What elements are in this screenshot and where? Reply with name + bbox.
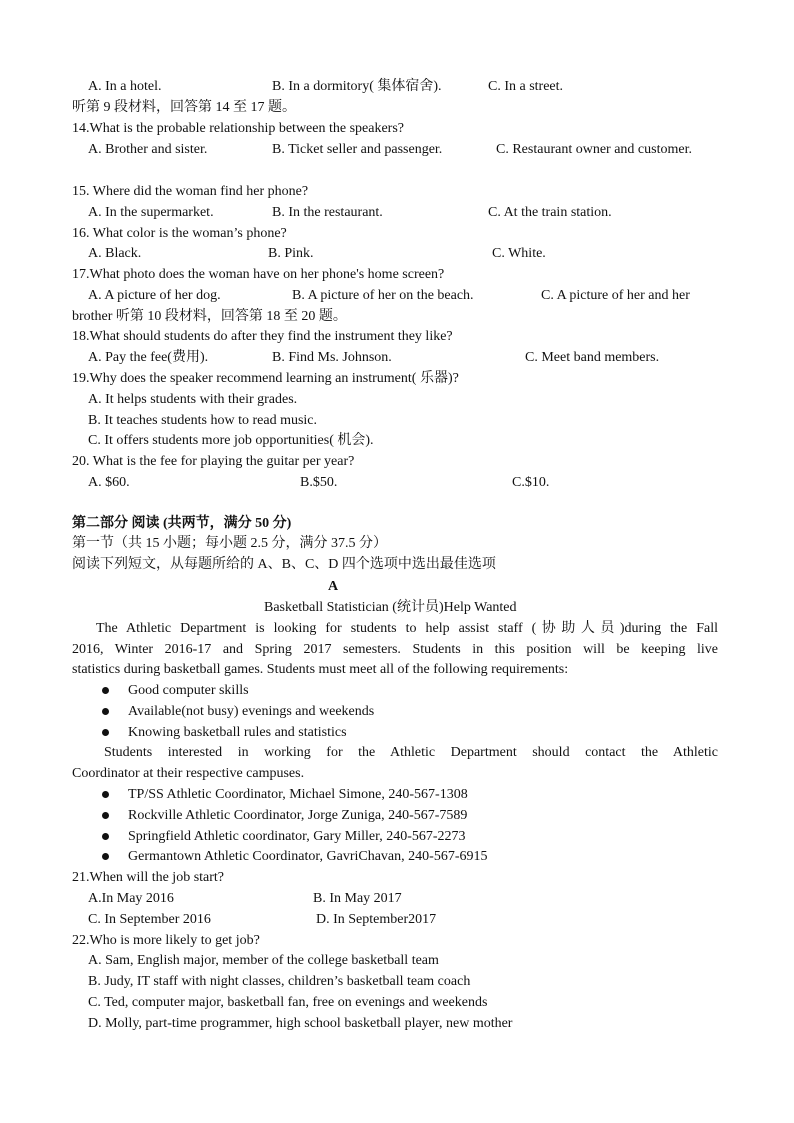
bullet-icon: [102, 791, 109, 798]
q19-option-c: C. It offers students more job opportunities( 机会).: [88, 433, 374, 448]
q21-question: 21.When will the job start?: [72, 870, 225, 885]
q14-option-c: C. Restaurant owner and customer.: [496, 142, 692, 157]
q20-question: 20. What is the fee for playing the guitar per year?: [72, 454, 355, 469]
bullet-icon: [102, 833, 109, 840]
bullet-icon: [102, 687, 109, 694]
paragraph1-line2: 2016, Winter 2016-17 and Spring 2017 semesters. Students in this position will be keeping live: [72, 642, 718, 657]
q15-option-a: A. In the supermarket.: [88, 205, 214, 220]
section1-heading: 第一节（共 15 小题；每小题 2.5 分，满分 37.5 分）: [72, 536, 387, 551]
q15-option-c: C. At the train station.: [488, 205, 612, 220]
bullet-icon: [102, 729, 109, 736]
q22-option-a: A. Sam, English major, member of the college basketball team: [88, 953, 439, 968]
q22-option-d: D. Molly, part-time programmer, high school basketball player, new mother: [88, 1016, 513, 1031]
q14-question: 14.What is the probable relationship between the speakers?: [72, 121, 404, 136]
contact-item: TP/SS Athletic Coordinator, Michael Simone, 240-567-1308: [128, 787, 468, 802]
q13-option-b: B. In a dormitory( 集体宿舍).: [272, 79, 442, 94]
bullet-icon: [102, 812, 109, 819]
requirement-item: Good computer skills: [128, 683, 249, 698]
q18-option-c: C. Meet band members.: [525, 350, 660, 365]
q16-option-c: C. White.: [492, 246, 546, 261]
q19-question: 19.Why does the speaker recommend learning an instrument( 乐器)?: [72, 371, 459, 386]
passage-letter: A: [328, 579, 339, 594]
q17-continuation: brother 听第 10 段材料，回答第 18 至 20 题。: [72, 309, 347, 324]
q22-option-b: B. Judy, IT staff with night classes, children’s basketball team coach: [88, 974, 471, 989]
q17-option-b: B. A picture of her on the beach.: [292, 288, 474, 303]
q15-option-b: B. In the restaurant.: [272, 205, 383, 220]
q21-option-c: C. In September 2016: [88, 912, 211, 927]
part2-heading: 第二部分 阅读 (共两节，满分 50 分): [72, 516, 292, 531]
q18-option-b: B. Find Ms. Johnson.: [272, 350, 392, 365]
q13-option-c: C. In a street.: [488, 79, 564, 94]
requirement-item: Available(not busy) evenings and weekends: [128, 704, 375, 719]
q16-question: 16. What color is the woman’s phone?: [72, 226, 287, 241]
contact-item: Germantown Athletic Coordinator, GavriChavan, 240-567-6915: [128, 849, 488, 864]
passage-title: Basketball Statistician (统计员)Help Wanted: [264, 600, 517, 615]
q15-question: 15. Where did the woman find her phone?: [72, 184, 309, 199]
q22-option-c: C. Ted, computer major, basketball fan, free on evenings and weekends: [88, 995, 488, 1010]
q21-option-d: D. In September2017: [316, 912, 437, 927]
bullet-icon: [102, 708, 109, 715]
q20-option-a: A. $60.: [88, 475, 130, 490]
q13-option-a: A. In a hotel.: [88, 79, 162, 94]
q18-question: 18.What should students do after they find the instrument they like?: [72, 329, 453, 344]
paragraph2-line2: Coordinator at their respective campuses.: [72, 766, 305, 781]
contact-item: Rockville Athletic Coordinator, Jorge Zuniga, 240-567-7589: [128, 808, 468, 823]
q22-question: 22.Who is more likely to get job?: [72, 933, 260, 948]
q17-option-a: A. A picture of her dog.: [88, 288, 221, 303]
q19-option-a: A. It helps students with their grades.: [88, 392, 298, 407]
section9-header: 听第 9 段材料，回答第 14 至 17 题。: [72, 100, 296, 115]
q18-option-a: A. Pay the fee(费用).: [88, 350, 209, 365]
q14-option-a: A. Brother and sister.: [88, 142, 208, 157]
paragraph1-line3: statistics during basketball games. Students must meet all of the following requirements:: [72, 662, 569, 677]
q16-option-b: B. Pink.: [268, 246, 314, 261]
q19-option-b: B. It teaches students how to read music.: [88, 413, 318, 428]
bullet-icon: [102, 853, 109, 860]
requirement-item: Knowing basketball rules and statistics: [128, 725, 347, 740]
q17-option-c: C. A picture of her and her: [541, 288, 690, 303]
q20-option-b: B.$50.: [300, 475, 338, 490]
q20-option-c: C.$10.: [512, 475, 550, 490]
q21-option-b: B. In May 2017: [313, 891, 402, 906]
contact-item: Springfield Athletic coordinator, Gary Miller, 240-567-2273: [128, 829, 466, 844]
q14-option-b: B. Ticket seller and passenger.: [272, 142, 443, 157]
q21-option-a: A.In May 2016: [88, 891, 174, 906]
paragraph1-line1: The Athletic Department is looking for students to help assist staff (协助人员)during the Fall: [96, 621, 718, 636]
q17-question: 17.What photo does the woman have on her phone's home screen?: [72, 267, 445, 282]
reading-instruction: 阅读下列短文，从每题所给的 A、B、C、D 四个选项中选出最佳选项: [72, 557, 496, 572]
paragraph2-line1: Students interested in working for the Athletic Department should contact the Athletic: [104, 745, 718, 760]
q16-option-a: A. Black.: [88, 246, 142, 261]
